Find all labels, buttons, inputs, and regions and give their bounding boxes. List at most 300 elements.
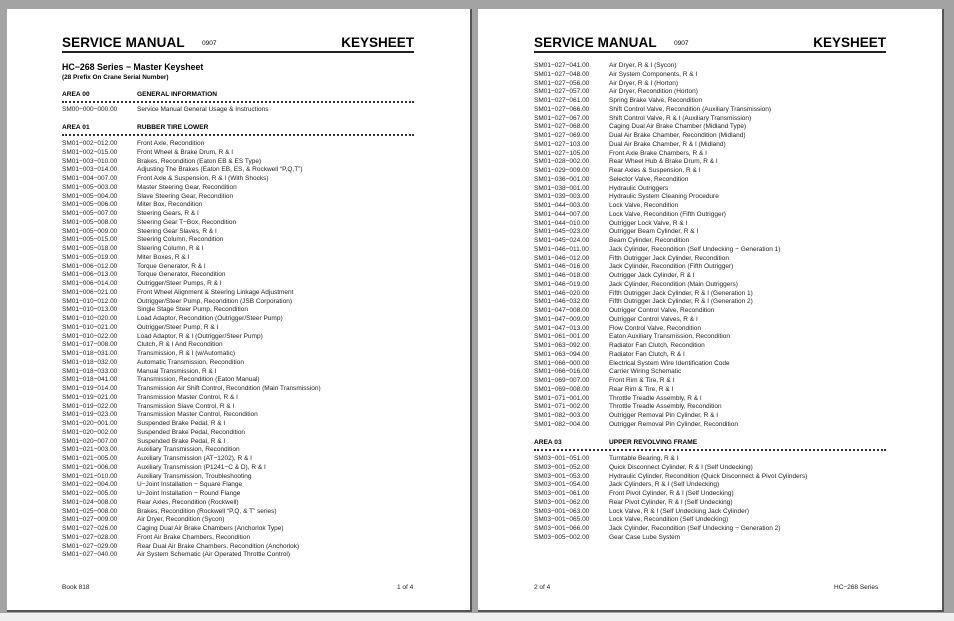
section-description: Master Steering Gear, Recondition (137, 183, 237, 191)
section-description: Transmission Air Shift Control, Recondition (Main Transmission) (137, 385, 321, 392)
keysheet-entry (62, 175, 422, 184)
keysheet-entry (534, 464, 914, 473)
keysheet-entry (534, 62, 894, 71)
section-description: Carrier Wiring Schematic (609, 368, 682, 376)
keysheet-entry (534, 106, 894, 115)
section-code: SM03−005−002.00 (534, 533, 590, 541)
page-header (62, 35, 414, 53)
section-code: SM01−017−008.00 (62, 341, 118, 349)
keysheet-entry (62, 263, 422, 272)
section-description: Outrigger Control Valve, Recondition (609, 307, 715, 314)
keysheet-entry (62, 420, 422, 429)
keysheet-entry (534, 395, 894, 404)
section-code: SM01−061−001.00 (534, 333, 590, 341)
keysheet-entry (62, 245, 422, 254)
section-description: Steering Column, Recondition (137, 236, 224, 244)
section-code: SM01−018−031.00 (62, 350, 118, 357)
keysheet-entry (62, 403, 422, 412)
section-description: Outrigger Removal Pin Cylinder, Recondition (609, 420, 738, 428)
section-description: Outrigger Removal Pin Cylinder, R & I (609, 412, 719, 419)
keysheet-entry (62, 184, 422, 193)
keysheet-entry (534, 202, 894, 211)
section-code: SM01−066−000.00 (534, 359, 590, 367)
section-description: Electrical System Wire Identification Code (609, 359, 730, 367)
section-code: SM01−036−001.00 (534, 175, 590, 183)
section-description: Rear Pivot Cylinder, R & I (Self Undecking) (609, 498, 733, 506)
section-description: Lock Valve, R & I (Self Undecking Jack Cylinder) (609, 507, 750, 515)
section-description: Front Air Brake Chambers, Recondition (137, 533, 251, 541)
section-description: Front Rim & Tire, R & I (609, 377, 675, 384)
section-code: SM01−069−008.00 (534, 385, 590, 393)
keysheet-entry (62, 236, 422, 245)
section-code: SM01−010−013.00 (62, 306, 118, 314)
section-code: SM01−082−004.00 (534, 420, 590, 428)
section-description: Air Dryer, Recondition (Horton) (609, 88, 698, 96)
section-code: SM01−027−056.00 (534, 79, 590, 87)
section-description: Steering Gears, R & I (137, 210, 199, 217)
section-description: Auxiliary Transmission, Recondition (137, 446, 240, 454)
section-description: Steering Gear T−Box, Recondition (137, 218, 237, 226)
section-description: Flow Control Valve, Recondition (609, 324, 702, 332)
section-code: SM01−005−006.00 (62, 201, 118, 209)
keysheet-entry (534, 281, 894, 290)
section-description: Auxiliary Transmission (AT−1202), R & I (137, 455, 252, 462)
section-code: SM01−027−103.00 (534, 140, 590, 148)
section-code: SM01−029−009.00 (534, 167, 590, 174)
section-description: Front Axle Brake Chambers, R & I (609, 149, 707, 157)
section-code: SM01−010−021.00 (62, 323, 118, 331)
section-description: Selector Valve, Recondition (609, 175, 689, 183)
section-code: SM01−005−019.00 (62, 253, 118, 261)
asterisk-divider (534, 449, 886, 454)
section-description: Front Wheel Alignment & Steering Linkage Adjustment (137, 288, 294, 296)
section-code: SM01−018−032.00 (62, 358, 118, 366)
section-code: SM01−038−001.00 (534, 184, 590, 192)
keysheet-entry (534, 158, 894, 167)
section-code: SM01−002−015.00 (62, 148, 118, 156)
section-code: SM01−071−001.00 (534, 394, 590, 402)
section-code: SM01−066−016.00 (534, 368, 590, 376)
section-description: Clutch, R & I And Recondition (137, 341, 223, 349)
page-number: 1 of 4 (397, 584, 414, 591)
section-code: SM01−019−014.00 (62, 385, 118, 392)
manual-title: SERVICE MANUAL (534, 35, 657, 50)
keysheet-entry (534, 333, 894, 342)
section-code: SM01−019−021.00 (62, 393, 118, 401)
section-code: SM01−019−023.00 (62, 411, 118, 419)
section-description: Suspended Brake Pedal, R & I (137, 420, 226, 427)
page-header (534, 35, 886, 53)
keysheet-entry (534, 193, 894, 202)
section-code: SM01−046−018.00 (534, 272, 590, 279)
section-description: Jack Cylinders, R & I (Self Undecking) (609, 481, 720, 489)
section-description: Lock Valve, Recondition (Fifth Outrigger) (609, 210, 726, 218)
section-code: SM01−027−048.00 (534, 70, 590, 78)
section-code: SM01−046−011.00 (534, 245, 589, 253)
section-description: Shift Control Valve, R & I (Auxiliary Transmission) (609, 114, 752, 122)
section-description: Transmission, R & I (w/Automatic) (137, 350, 236, 357)
section-code: SM01−005−004.00 (62, 192, 118, 200)
keysheet-entry (534, 150, 894, 159)
section-description: Suspended Brake Pedal, R & I (137, 437, 226, 445)
section-code: SM03−001−062.00 (534, 498, 590, 506)
section-description: Outrigger/Steer Pumps, R & I (137, 280, 222, 287)
section-description: Auxiliary Transmission (P1241−C & D), R & I (137, 463, 266, 471)
section-description: Lock Valve, Recondition (Self Undecking) (609, 516, 729, 524)
section-code: SM01−018−041.00 (62, 376, 118, 384)
section-code: SM01−006−021.00 (62, 288, 118, 296)
keysheet-entry (62, 490, 422, 499)
section-description: Air System Schematic (Air Operated Throttle Control) (137, 551, 291, 559)
keysheet-entry (62, 306, 422, 315)
section-description: Hydraulic Outriggers (609, 184, 669, 192)
section-description: Beam Cylinder, Recondition (609, 237, 690, 244)
section-description: Miter Boxes, R & I (137, 253, 190, 261)
keysheet-entry (534, 499, 914, 508)
keysheet-entry (62, 376, 422, 385)
section-description: Front Wheel & Brake Drum, R & I (137, 148, 234, 156)
section-description: Air Dryer, R & I (Sycon) (609, 62, 677, 69)
section-code: SM01−019−022.00 (62, 402, 118, 410)
keysheet-entry (534, 80, 894, 89)
section-description: Transmission Master Control, R & I (137, 393, 238, 401)
keysheet-entry (62, 254, 422, 263)
section-description: Jack Cylinder, Recondition (Self Undecking − Generation 2) (609, 525, 781, 532)
section-code: SM01−003−014.00 (62, 166, 118, 174)
keysheet-entry (62, 219, 422, 228)
keysheet-entry (62, 271, 422, 280)
keysheet-entry (534, 490, 914, 499)
section-description: Rear Wheel Hub & Brake Drum, R & I (609, 158, 718, 166)
keysheet-title: KEYSHEET (813, 35, 886, 50)
section-description: Outrigger Beam Cylinder, R & I (609, 228, 699, 236)
keysheet-entry (534, 455, 914, 464)
area-01-list (62, 140, 422, 560)
keysheet-entry (62, 280, 422, 289)
keysheet-entry (62, 394, 422, 403)
keysheet-entry (62, 149, 422, 158)
section-description: Transmission Slave Control, R & I (137, 402, 235, 410)
section-code: SM01−046−032.00 (534, 298, 590, 306)
area-name: UPPER REVOLVING FRAME (609, 439, 698, 446)
keysheet-entry (534, 473, 914, 482)
keysheet-entry (62, 289, 422, 298)
section-code: SM01−018−033.00 (62, 367, 118, 375)
page-number: 2 of 4 (534, 584, 551, 591)
section-code: SM01−027−066.00 (534, 105, 590, 113)
section-description: Single Stage Steer Pump, Recondition (137, 306, 248, 314)
section-code: SM01−027−009.00 (62, 516, 118, 524)
section-description: Caging Dual Air Brake Chambers (Anchorlok Type) (137, 525, 284, 532)
section-code: SM01−003−010.00 (62, 157, 118, 165)
keysheet-entry (534, 97, 894, 106)
section-code: SM01−027−029.00 (62, 542, 118, 550)
section-description: Radiator Fan Clutch, Recondition (609, 342, 705, 349)
section-code: SM01−045−024.00 (534, 237, 590, 244)
section-description: Air Dryer, R & I (Horton) (609, 79, 678, 87)
area-number: AREA 03 (534, 439, 562, 446)
keysheet-entry (534, 508, 914, 517)
keysheet-entry (62, 385, 422, 394)
keysheet-entry (62, 368, 422, 377)
keysheet-entry (534, 246, 894, 255)
section-code: SM01−006−013.00 (62, 271, 118, 279)
section-description: Adjusting The Brakes (Eaton EB, ES, & Rockwell “P,Q,T”) (137, 166, 303, 174)
keysheet-entry (62, 481, 422, 490)
keysheet-entry (534, 360, 894, 369)
keysheet-entry (62, 193, 422, 202)
revision-code: 0907 (674, 40, 689, 47)
section-description: Transmission, Recondition (Eaton Manual) (137, 376, 260, 384)
area-number: AREA 01 (62, 124, 90, 131)
section-code: SM01−047−008.00 (534, 307, 590, 314)
keysheet-entry (62, 551, 422, 560)
keysheet-entry (534, 368, 894, 377)
asterisk-divider (62, 134, 414, 139)
section-description: U−Joint Installation − Square Flange (137, 481, 243, 489)
keysheet-entry (62, 508, 422, 517)
section-description: Manual Transmission, R & I (137, 367, 217, 375)
keysheet-entry (62, 534, 422, 543)
keysheet-entry (62, 140, 422, 149)
section-description: Front Pivot Cylinder, R & I (Self Undecking) (609, 490, 734, 497)
keysheet-entry (534, 534, 914, 543)
keysheet-entry (62, 411, 422, 420)
document-subtitle: (28 Prefix On Crane Serial Number) (62, 74, 169, 81)
section-description: Brakes, Recondition (Eaton EB & ES Type) (137, 157, 262, 165)
section-code: SM01−010−022.00 (62, 332, 118, 340)
keysheet-entry (534, 307, 894, 316)
section-code: SM01−046−019.00 (534, 280, 590, 288)
section-description: Caging Dual Air Brake Chamber (Midland Type) (609, 123, 747, 131)
section-code: SM01−047−013.00 (534, 324, 590, 332)
keysheet-entry (534, 71, 894, 80)
section-code: SM01−046−012.00 (534, 254, 590, 262)
keysheet-entry (62, 473, 422, 482)
section-code: SM01−006−012.00 (62, 262, 118, 270)
section-code: SM01−028−002.00 (534, 158, 590, 166)
keysheet-entry (534, 115, 894, 124)
keysheet-entry (62, 210, 422, 219)
document-title: HC−268 Series − Master Keysheet (62, 62, 204, 72)
section-description: Torque Generator, R & I (137, 262, 206, 270)
keysheet-entry (62, 446, 422, 455)
keysheet-entry (62, 455, 422, 464)
section-code: SM01−082−003.00 (534, 412, 590, 419)
section-description: Front Axle, Recondition (137, 140, 205, 147)
section-code: SM01−063−092.00 (534, 342, 590, 349)
section-description: Rear Dual Air Brake Chambers, Recondition (Anchorlok) (137, 542, 300, 550)
section-code: SM03−001−052.00 (534, 463, 590, 471)
area-03-list (534, 455, 914, 543)
keysheet-entry (534, 325, 894, 334)
section-code: SM01−005−007.00 (62, 210, 118, 217)
keysheet-entry (62, 333, 422, 342)
section-code: SM01−020−007.00 (62, 437, 118, 445)
section-code: SM01−046−020.00 (534, 289, 590, 297)
section-code: SM01−046−016.00 (534, 263, 590, 271)
keysheet-entry (534, 220, 894, 229)
keysheet-entry (62, 315, 422, 324)
section-code: SM01−039−003.00 (534, 193, 590, 201)
section-code: SM01−027−067.00 (534, 114, 590, 122)
keysheet-entry (62, 438, 422, 447)
section-description: Eaton Auxiliary Transmission, Recondition (609, 333, 731, 341)
section-description: Load Adaptor, Recondition (Outrigger/Steer Pump) (137, 315, 283, 322)
section-code: SM01−006−014.00 (62, 280, 118, 287)
keysheet-entry (62, 525, 422, 534)
section-code: SM01−021−003.00 (62, 446, 118, 454)
book-number: Book 818 (62, 584, 90, 591)
section-code: SM01−044−007.00 (534, 210, 590, 218)
section-code: SM01−027−041.00 (534, 62, 590, 69)
section-description: Lock Valve, Recondition (609, 202, 679, 209)
keysheet-entry (62, 166, 422, 175)
section-code: SM01−027−028.00 (62, 533, 118, 541)
section-code: SM01−021−010.00 (62, 472, 118, 480)
section-description: Rear Rim & Tire, R & I (609, 385, 674, 393)
keysheet-entry (534, 176, 894, 185)
keysheet-entry (62, 516, 422, 525)
section-code: SM01−044−003.00 (534, 202, 590, 209)
section-description: Fifth Outrigger Jack Cylinder, R & I (Generation 1) (609, 289, 753, 297)
keysheet-entry (534, 167, 894, 176)
viewer-bottom-bar (0, 613, 954, 621)
section-code: SM01−005−003.00 (62, 183, 118, 191)
keysheet-entry (62, 324, 422, 333)
keysheet-entry (62, 341, 422, 350)
keysheet-entry (534, 123, 894, 132)
section-description: Miter Box, Recondition (137, 201, 203, 209)
section-code: SM01−020−001.00 (62, 420, 118, 427)
section-code: SM01−027−069.00 (534, 132, 590, 139)
section-description: Quick Disconnect Cylinder, R & I (Self Undecking) (609, 463, 753, 471)
section-description: Outrigger Control Valves, R & I (609, 315, 698, 323)
keysheet-entry (534, 141, 894, 150)
area-name: GENERAL INFORMATION (137, 91, 217, 98)
keysheet-entry (534, 386, 894, 395)
section-code: SM01−027−105.00 (534, 149, 590, 157)
keysheet-entry (62, 350, 422, 359)
section-description: Brakes, Recondition (Rockwell “P,Q, & T” series) (137, 507, 277, 515)
section-code: SM01−022−005.00 (62, 490, 118, 497)
section-description: Hydraulic Cylinder, Recondition (Quick Disconnect & Pivot Cylinders) (609, 472, 808, 480)
keysheet-entry (62, 543, 422, 552)
section-code: SM01−005−009.00 (62, 227, 118, 235)
section-code: SM03−001−053.00 (534, 472, 590, 480)
section-code: SM01−005−015.00 (62, 236, 118, 244)
section-code: SM01−025−008.00 (62, 507, 118, 515)
section-description: Steering Gear Slaves, R & I (137, 227, 217, 235)
section-code: SM01−021−005.00 (62, 455, 118, 462)
section-code: SM01−027−068.00 (534, 123, 590, 131)
keysheet-entry (62, 359, 422, 368)
section-description: Fifth Outrigger Jack Cylinder, Recondition (609, 254, 729, 262)
area-number: AREA 00 (62, 91, 90, 98)
keysheet-entry (534, 290, 894, 299)
section-description: Turntable Bearing, R & I (609, 455, 679, 462)
section-code: SM01−010−012.00 (62, 297, 118, 305)
keysheet-entry (534, 316, 894, 325)
section-code: SM01−063−094.00 (534, 350, 590, 358)
section-code: SM01−071−002.00 (534, 403, 590, 411)
section-description: Automatic Transmission, Recondition (137, 358, 244, 366)
section-description: Shift Control Valve, Recondition (Auxiliary Transmission) (609, 105, 772, 113)
area-name: RUBBER TIRE LOWER (137, 124, 209, 131)
keysheet-entry (534, 377, 894, 386)
section-description: Dual Air Brake Chamber, R & I (Midland) (609, 140, 726, 148)
keysheet-entry (62, 106, 422, 115)
section-code: SM03−001−061.00 (534, 490, 590, 497)
series-label: HC−268 Series (834, 584, 879, 591)
keysheet-entry (62, 298, 422, 307)
section-code: SM01−005−008.00 (62, 218, 118, 226)
section-description: Transmission Master Control, Recondition (137, 411, 258, 419)
section-description: Suspended Brake Pedal, Recondition (137, 428, 246, 436)
manual-title: SERVICE MANUAL (62, 35, 185, 50)
keysheet-entry (62, 464, 422, 473)
section-code: SM01−027−057.00 (534, 88, 590, 96)
keysheet-entry (534, 516, 914, 525)
section-description: Jack Cylinder, Recondition (Self Undecking − Generation 1) (609, 245, 781, 253)
keysheet-entry (62, 228, 422, 237)
keysheet-entry (534, 263, 894, 272)
keysheet-entry (534, 255, 894, 264)
section-code: SM01−027−040.00 (62, 551, 118, 559)
section-code: SM01−045−023.00 (534, 228, 590, 236)
section-code: SM01−069−007.00 (534, 377, 590, 384)
keysheet-entry (534, 342, 894, 351)
section-description: U−Joint Installation − Round Flange (137, 490, 241, 497)
section-code: SM03−001−065.00 (534, 516, 590, 524)
section-description: Jack Cylinder, Recondition (Fifth Outrigger) (609, 263, 734, 271)
keysheet-entry (62, 158, 422, 167)
section-code: SM01−010−020.00 (62, 315, 118, 322)
section-description: Rear Axles & Suspension, R & I (609, 167, 701, 174)
keysheet-entry (534, 351, 894, 360)
section-code: SM01−021−006.00 (62, 463, 118, 471)
section-description: Jack Cylinder, Recondition (Main Outriggers) (609, 280, 738, 288)
section-description: Outrigger/Steer Pump, R & I (137, 323, 219, 331)
section-code: SM01−024−008.00 (62, 498, 118, 506)
section-description: Hydraulic System Cleaning Procedure (609, 193, 719, 201)
section-description: Spring Brake Valve, Recondition (609, 97, 703, 104)
keysheet-entry (62, 429, 422, 438)
keysheet-title: KEYSHEET (341, 35, 414, 50)
keysheet-entry (534, 211, 894, 220)
section-description: Air Dryer, Recondition (Sycon) (137, 516, 225, 524)
section-code: SM01−002−012.00 (62, 140, 118, 147)
keysheet-entry (534, 525, 914, 534)
section-description: Air System Components, R & I (609, 70, 698, 78)
section-description: Dual Air Brake Chamber, Recondition (Midland) (609, 132, 746, 139)
section-description: Auxiliary Transmission, Troubleshooting (137, 472, 252, 480)
section-description: Slave Steering Gear, Recondition (137, 192, 234, 200)
section-code: SM03−001−063.00 (534, 507, 590, 515)
section-code: SM03−001−066.00 (534, 525, 590, 532)
area-01-continued-list (534, 62, 894, 430)
section-description: Throttle Treadle Assembly, R & I (609, 394, 702, 402)
keysheet-entry (534, 228, 894, 237)
section-description: Radiator Fan Clutch, R & I (609, 350, 685, 358)
keysheet-entry (534, 298, 894, 307)
section-code: SM03−001−054.00 (534, 481, 590, 489)
keysheet-entry (534, 185, 894, 194)
section-code: SM01−027−026.00 (62, 525, 118, 532)
section-code: SM01−005−018.00 (62, 245, 118, 252)
section-description: Throttle Treadle Assembly, Recondition (609, 403, 722, 411)
keysheet-entry (62, 499, 422, 508)
